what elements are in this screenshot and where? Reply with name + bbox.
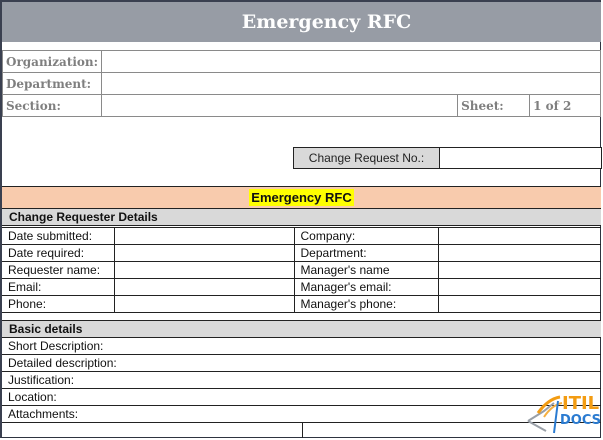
- date-submitted-field[interactable]: [114, 228, 294, 245]
- cell-divider: [302, 423, 303, 438]
- requester-section-header: Change Requester Details: [2, 209, 601, 226]
- section-row: [3, 95, 601, 117]
- sheet-label: Sheet:: [458, 95, 530, 117]
- requester-name-label: Requester name:: [2, 262, 114, 279]
- change-request-field[interactable]: [440, 148, 601, 168]
- department-row: [3, 73, 601, 95]
- page-title: Emergency RFC: [2, 2, 601, 42]
- department-label: Department:: [3, 73, 102, 95]
- table-row: [2, 423, 601, 438]
- department-label-2: Department:: [294, 245, 438, 262]
- manager-name-label: Manager's name: [294, 262, 438, 279]
- date-required-label: Date required:: [2, 245, 114, 262]
- justification-row[interactable]: Justification:: [2, 372, 601, 389]
- section-label: Section:: [3, 95, 102, 117]
- requester-table: [2, 227, 601, 313]
- section-field[interactable]: [102, 95, 458, 117]
- detailed-description-row[interactable]: Detailed description:: [2, 355, 601, 372]
- itil-docs-logo: [524, 393, 600, 436]
- email-field[interactable]: [114, 279, 294, 296]
- date-required-field[interactable]: [114, 245, 294, 262]
- sheet-value[interactable]: 1 of 2: [530, 95, 601, 117]
- phone-field[interactable]: [114, 296, 294, 313]
- department-field-2[interactable]: [438, 245, 601, 262]
- table-row: [2, 279, 601, 296]
- logo-itil-text: ITIL: [562, 393, 600, 414]
- phone-label: Phone:: [2, 296, 114, 313]
- logo-docs-text: DOCS: [560, 413, 601, 428]
- form-title-bar: [2, 186, 601, 209]
- manager-name-field[interactable]: [438, 262, 601, 279]
- header-fields-table: [2, 50, 601, 117]
- attachments-row[interactable]: Attachments:: [2, 406, 601, 423]
- manager-email-label: Manager's email:: [294, 279, 438, 296]
- basic-details-list: [2, 338, 601, 423]
- form-title: Emergency RFC: [251, 190, 352, 205]
- manager-phone-label: Manager's phone:: [294, 296, 438, 313]
- date-submitted-label: Date submitted:: [2, 228, 114, 245]
- manager-email-field[interactable]: [438, 279, 601, 296]
- table-row: [2, 296, 601, 313]
- department-field[interactable]: [102, 73, 601, 95]
- change-request-number: [293, 147, 602, 169]
- table-row: [2, 262, 601, 279]
- location-row[interactable]: Location:: [2, 389, 601, 406]
- basic-section-header: Basic details: [2, 321, 601, 338]
- company-label: Company:: [294, 228, 438, 245]
- company-field[interactable]: [438, 228, 601, 245]
- organization-label: Organization:: [3, 51, 102, 73]
- table-row: [2, 245, 601, 262]
- book-icon: [524, 393, 564, 436]
- table-row: [2, 228, 601, 245]
- change-request-label: Change Request No.:: [294, 148, 440, 168]
- organization-row: [3, 51, 601, 73]
- short-description-row[interactable]: Short Description:: [2, 338, 601, 355]
- requester-name-field[interactable]: [114, 262, 294, 279]
- organization-field[interactable]: [102, 51, 601, 73]
- email-label: Email:: [2, 279, 114, 296]
- manager-phone-field[interactable]: [438, 296, 601, 313]
